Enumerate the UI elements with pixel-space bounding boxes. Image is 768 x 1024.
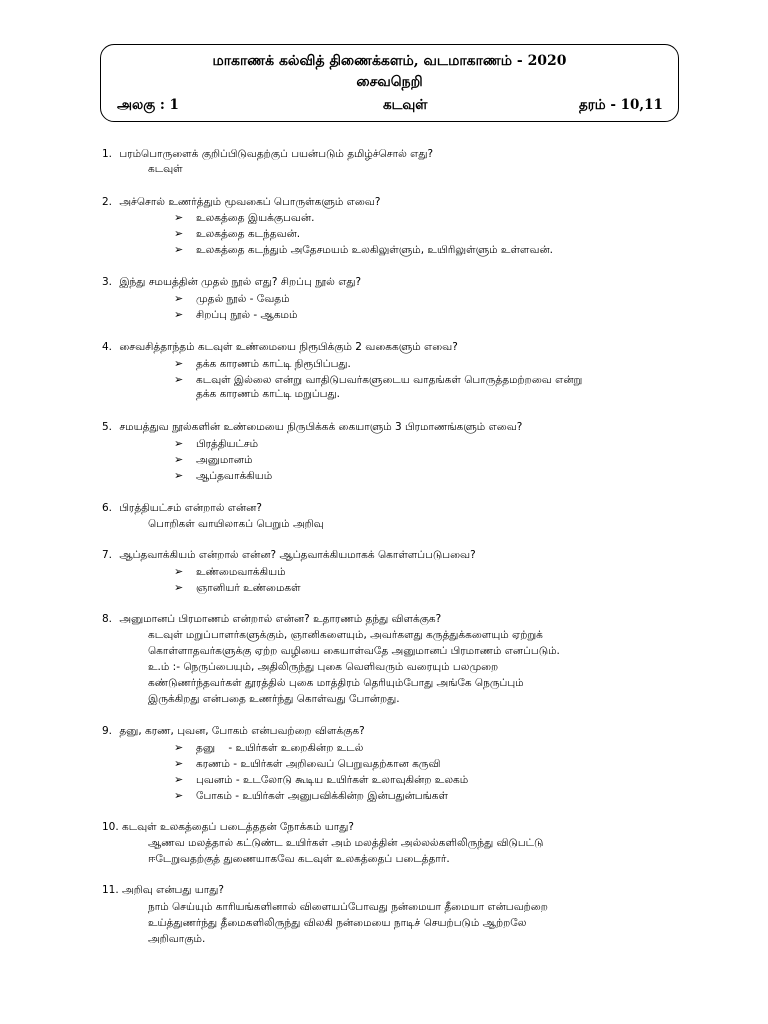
bullet-item: ➢ புவனம் - உடலோடு கூடிய உயிர்கள் உலாவுகின்ற உலகம் <box>174 773 469 786</box>
bullet-item: ➢ கடவுள் இல்லை என்று வாதிடுபவர்களுடைய வாதங்கள் பொருத்தமற்றவை என்று <box>174 373 583 386</box>
bullet-item: ➢ போகம் - உயிர்கள் அனுபவிக்கின்ற இன்பதுன்பங்கள் <box>174 789 448 802</box>
arrow-bullet-icon: ➢ <box>174 373 184 386</box>
bullet-item: ➢ முதல் நூல் - வேதம் <box>174 292 290 305</box>
arrow-bullet-icon: ➢ <box>174 565 184 578</box>
arrow-bullet-icon: ➢ <box>174 308 184 321</box>
bullet-item: ➢ சிறப்பு நூல் - ஆகமம் <box>174 308 298 321</box>
question-2: 2. அச்சொல் உணர்த்தும் மூவகைப் பொருள்களும் எவை? <box>102 196 381 208</box>
arrow-bullet-icon: ➢ <box>174 437 184 450</box>
question-4: 4. சைவசித்தாந்தம் கடவுள் உண்மையை நிரூபிக்கும் 2 வகைகளும் எவை? <box>102 341 458 353</box>
question-8: 8. அனுமானப் பிரமாணம் என்றால் என்ன? உதாரணம் தந்து விளக்குக? <box>102 613 442 625</box>
header-meta-row <box>101 97 678 115</box>
arrow-bullet-icon: ➢ <box>174 741 184 754</box>
answer-line: ஈடேறுவதற்குத் துணையாகவே கடவுள் உலகத்தைப் படைத்தார். <box>148 853 450 865</box>
bullet-item: ➢ அனுமானம் <box>174 453 253 466</box>
bullet-item: ➢ உலகத்தை இயக்குபவன். <box>174 211 315 224</box>
question-5: 5. சமயத்துவ நூல்களின் உண்மையை நிருபிக்கக் கையாளும் 3 பிரமாணங்களும் எவை? <box>102 421 523 433</box>
arrow-bullet-icon: ➢ <box>174 581 184 594</box>
bullet-item: ➢ பிரத்தியட்சம் <box>174 437 259 450</box>
arrow-bullet-icon: ➢ <box>174 292 184 305</box>
arrow-bullet-icon: ➢ <box>174 243 184 256</box>
bullet-item: ➢ தனு - உயிர்கள் உறைகின்ற உடல் <box>174 741 364 754</box>
unit-label: அலகு : 1 <box>117 97 179 113</box>
answer-line: கொள்ளாதவர்களுக்கு ஏற்ற வழியை கையாள்வதே அனுமானப் பிரமாணம் எனப்படும். <box>148 645 560 657</box>
arrow-bullet-icon: ➢ <box>174 789 184 802</box>
question-9: 9. தனு, கரண, புவன, போகம் என்பவற்றை விளக்குக? <box>102 725 365 737</box>
question-3: 3. இந்து சமயத்தின் முதல் நூல் எது? சிறப்பு நூல் எது? <box>102 276 362 288</box>
answer-line: கடவுள் மறுப்பாளர்களுக்கும், ஞானிகளையும், அவர்களது கருத்துக்களையும் ஏற்றுக் <box>148 629 543 641</box>
bullet-item: ➢ ஆப்தவாக்கியம் <box>174 469 273 482</box>
answer-line: உய்த்துணர்ந்து தீமைகளிலிருந்து விலகி நன்மையை நாடிச் செயற்படும் ஆற்றலே <box>148 917 527 929</box>
arrow-bullet-icon: ➢ <box>174 357 184 370</box>
answer-line: நாம் செய்யும் காரியங்களினால் விளையப்போவது நன்மையா தீமையா என்பவற்றை <box>148 901 548 913</box>
bullet-item: ➢ கரணம் - உயிர்கள் அறிவைப் பெறுவதற்கான கருவி <box>174 757 441 770</box>
arrow-bullet-icon: ➢ <box>174 227 184 240</box>
question-1: 1. பரம்பொருளைக் குறிப்பிடுவதற்குப் பயன்படும் தமிழ்ச்சொல் எது? <box>102 148 434 160</box>
question-10: 10. கடவுள் உலகத்தைப் படைத்ததன் நோக்கம் யாது? <box>102 821 354 833</box>
bullet-item: ➢ உலகத்தை கடந்தவன். <box>174 227 301 240</box>
bullet-item: ➢ தக்க காரணம் காட்டி நிரூபிப்பது. <box>174 357 351 370</box>
answer-1: கடவுள் <box>148 163 183 175</box>
question-7: 7. ஆப்தவாக்கியம் என்றால் என்ன? ஆப்தவாக்கியமாகக் கொள்ளப்படுபவை? <box>102 549 476 561</box>
grade-label: தரம் - 10,11 <box>579 97 663 113</box>
arrow-bullet-icon: ➢ <box>174 211 184 224</box>
bullet-continuation: தக்க காரணம் காட்டி மறுப்பது. <box>196 388 340 400</box>
arrow-bullet-icon: ➢ <box>174 453 184 466</box>
bullet-item: ➢ உண்மைவாக்கியம் <box>174 565 286 578</box>
answer-line: கண்டுணர்ந்தவர்கள் தூரத்தில் புகை மாத்திரம் தெரியும்போது அங்கே நெருப்பும் <box>148 677 524 689</box>
department-title: மாகாணக் கல்வித் திணைக்களம், வடமாகாணம் - 2020 <box>212 53 567 69</box>
bullet-item: ➢ உலகத்தை கடந்தும் அதேசமயம் உலகிலுள்ளும், உயிரிலுள்ளும் உள்ளவன். <box>174 243 553 256</box>
answer-line: ஆணவ மலத்தால் கட்டுண்ட உயிர்கள் அம் மலத்தின் அல்லல்களிலிருந்து விடுபட்டு <box>148 837 544 849</box>
subject-title: சைவநெறி <box>356 74 423 90</box>
question-11: 11. அறிவு என்பது யாது? <box>102 884 224 896</box>
answer-line: இருக்கிறது என்பதை உணர்ந்து கொள்வது போன்றது. <box>148 693 400 705</box>
answer-line: உ.ம் :- நெருப்பையும், அதிலிருந்து புகை வெளிவரும் வரையும் பலமுறை <box>148 661 499 673</box>
arrow-bullet-icon: ➢ <box>174 757 184 770</box>
answer-line: அறிவாகும். <box>148 933 206 945</box>
answer-6: பொறிகள் வாயிலாகப் பெறும் அறிவு <box>148 518 324 530</box>
arrow-bullet-icon: ➢ <box>174 469 184 482</box>
arrow-bullet-icon: ➢ <box>174 773 184 786</box>
bullet-item: ➢ ஞானியர் உண்மைகள் <box>174 581 301 594</box>
topic-label: கடவுள் <box>383 97 428 113</box>
header-box <box>100 44 679 122</box>
question-6: 6. பிரத்தியட்சம் என்றால் என்ன? <box>102 502 262 514</box>
